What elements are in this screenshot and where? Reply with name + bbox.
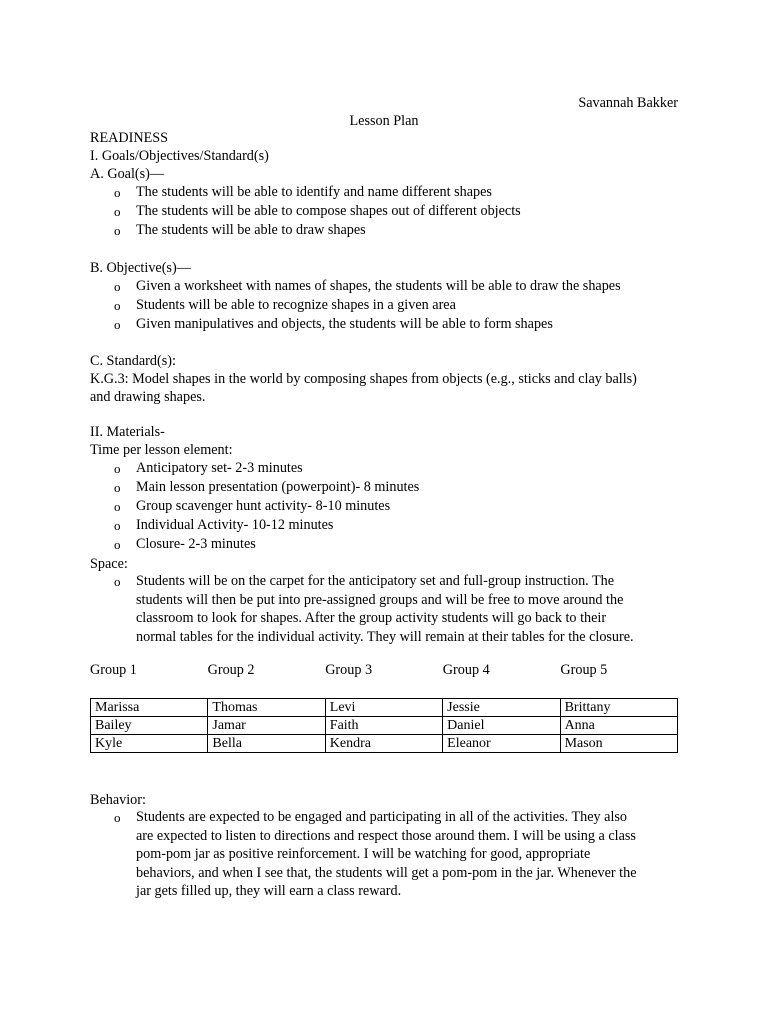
table-cell: Thomas [208,699,325,717]
readiness-heading: READINESS [90,130,169,146]
list-item: o Individual Activity- 10-12 minutes [0,516,419,535]
table-row [91,699,678,717]
paragraph-line: jar gets filled up, they will earn a class reward. [136,883,402,899]
table-cell: Jessie [443,699,560,717]
standards-heading: C. Standard(s): [90,353,176,369]
group-header: Group 2 [207,662,255,678]
table-cell: Kyle [91,735,208,753]
list-item: o Given a worksheet with names of shapes, the students will be able to draw the shapes [0,277,621,296]
table-cell: Jamar [208,717,325,735]
objectives-heading: B. Objective(s)— [90,260,191,276]
bullet-marker: o [114,810,121,825]
space-paragraph [136,572,681,646]
list-item: o Group scavenger hunt activity- 8-10 minutes [0,497,419,516]
table-cell: Faith [325,717,442,735]
document-title: Lesson Plan [349,113,419,129]
list-item: o Closure- 2-3 minutes [0,535,419,554]
section-goals-heading: I. Goals/Objectives/Standard(s) [90,148,269,164]
list-item: o The students will be able to compose shapes out of different objects [0,202,521,221]
paragraph-line: normal tables for the individual activity. They will remain at their tables for the closure. [136,628,634,645]
group-header: Group 1 [90,662,137,678]
group-header: Group 3 [325,662,373,678]
goals-heading: A. Goal(s)— [90,166,165,182]
table-cell: Brittany [560,699,677,717]
paragraph-line: pom-pom jar as positive reinforcement. I will be watching for good, appropriate [136,846,591,862]
objectives-list [0,277,621,334]
groups-table [90,698,678,753]
time-heading: Time per lesson element: [90,442,233,458]
table-cell: Kendra [325,735,442,753]
table-cell: Daniel [443,717,560,735]
table-cell: Bailey [91,717,208,735]
space-heading: Space: [90,556,128,572]
table-cell: Mason [560,735,677,753]
goals-list [0,183,521,240]
list-item: o Students will be able to recognize shapes in a given area [0,296,621,315]
paragraph-line: Students are expected to be engaged and participating in all of the activities. They also [136,809,628,825]
standards-line-1: K.G.3: Model shapes in the world by composing shapes from objects (e.g., sticks and clay balls) [90,371,637,387]
paragraph-line: are expected to listen to directions and respect those around them. I will be using a class [136,827,636,844]
table-cell: Marissa [91,699,208,717]
group-header: Group 4 [442,662,490,678]
list-item: o Given manipulatives and objects, the students will be able to form shapes [0,315,621,334]
table-row [91,735,678,753]
group-header: Group 5 [560,662,608,678]
paragraph-line: classroom to look for shapes. After the group activity students will go back to their [136,610,607,626]
table-cell: Bella [208,735,325,753]
paragraph-line: students will then be put into pre-assigned groups and will be free to move around the [136,591,624,608]
list-item: o The students will be able to identify and name different shapes [0,183,521,202]
paragraph-line: Students will be on the carpet for the anticipatory set and full-group instruction. The [136,573,615,589]
paragraph-line: behaviors, and when I see that, the students will get a pom-pom in the jar. Whenever the [136,864,637,881]
time-list [0,459,419,554]
group-headers [90,661,678,680]
materials-heading: II. Materials- [90,424,165,440]
list-item: o Anticipatory set- 2-3 minutes [0,459,419,478]
table-cell: Levi [325,699,442,717]
author-name: Savannah Bakker [578,95,678,111]
bullet-marker: o [114,574,121,589]
table-cell: Anna [560,717,677,735]
behavior-heading: Behavior: [90,792,146,808]
behavior-paragraph [136,808,681,901]
table-row [91,717,678,735]
table-cell: Eleanor [443,735,560,753]
standards-line-2: and drawing shapes. [90,389,206,405]
list-item: o Main lesson presentation (powerpoint)- 8 minutes [0,478,419,497]
list-item: o The students will be able to draw shapes [0,221,521,240]
